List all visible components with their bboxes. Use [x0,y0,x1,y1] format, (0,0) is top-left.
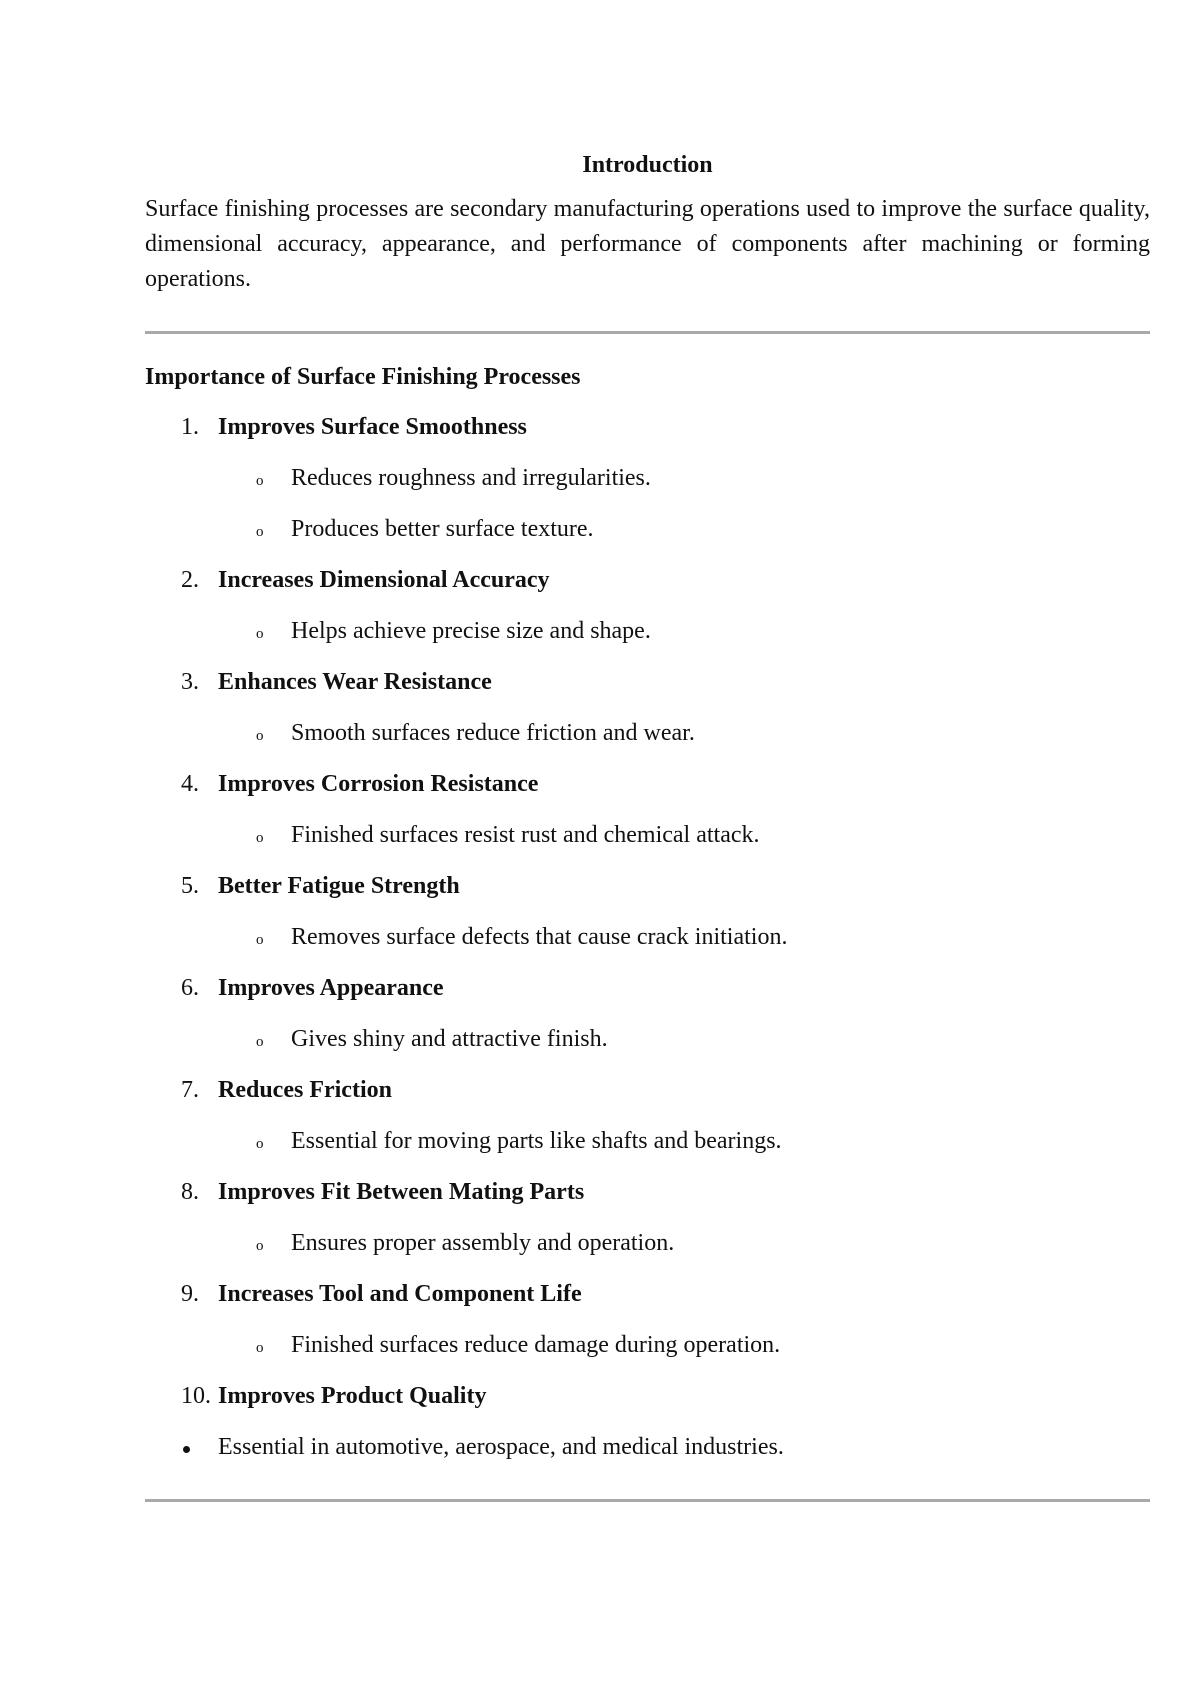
item-number: 4. [181,771,199,797]
sub-bullet-marker: o [256,1136,264,1152]
intro-paragraph: Surface finishing processes are secondary manufacturing operations used to improve the surface quality, dimensional accuracy, appearance, and performance of components after machining or forming operations. [145,196,1150,292]
sub-bullet-marker: o [256,626,264,642]
item-title: Increases Tool and Component Life [218,1281,582,1307]
sub-bullet-marker: o [256,473,264,489]
list-item [145,963,1150,1065]
item-number: 9. [181,1281,199,1307]
sub-bullet-marker: o [256,524,264,540]
list-item [145,1371,1150,1422]
item-title: Improves Corrosion Resistance [218,771,539,797]
sub-item-text: Finished surfaces resist rust and chemical attack. [291,822,760,848]
item-title: Reduces Friction [218,1077,392,1103]
sub-item-text: Finished surfaces reduce damage during operation. [291,1332,781,1358]
item-number: 1. [181,414,199,440]
item-title: Better Fatigue Strength [218,873,460,899]
sub-item-text: Reduces roughness and irregularities. [291,465,651,491]
list-item [145,1065,1150,1167]
item-title: Improves Surface Smoothness [218,414,527,440]
item-number: 6. [181,975,199,1001]
list-item [145,1167,1150,1269]
sub-item [145,1116,1150,1167]
sub-item-text: Removes surface defects that cause crack initiation. [291,924,788,950]
item-title: Increases Dimensional Accuracy [218,567,550,593]
sub-item [145,1218,1150,1269]
sub-item [145,1014,1150,1065]
sub-item [145,912,1150,963]
final-bullet-text: Essential in automotive, aerospace, and medical industries. [218,1434,784,1460]
sub-item [145,504,1150,555]
bullet-dot-icon [183,1446,190,1453]
item-title: Enhances Wear Resistance [218,669,492,695]
sub-item [145,453,1150,504]
page-title: Introduction [582,152,713,178]
sub-item-text: Helps achieve precise size and shape. [291,618,651,644]
document-page [145,140,1150,1502]
section-divider [145,331,1150,334]
list-item [145,861,1150,963]
item-number: 8. [181,1179,199,1205]
item-number: 2. [181,567,199,593]
item-title: Improves Product Quality [218,1383,487,1409]
sub-item-text: Ensures proper assembly and operation. [291,1230,675,1256]
sub-item-text: Smooth surfaces reduce friction and wear. [291,720,695,746]
sub-item [145,708,1150,759]
sub-bullet-marker: o [256,1034,264,1050]
list-item [145,657,1150,759]
list-item [145,555,1150,657]
sub-item-text: Produces better surface texture. [291,516,594,542]
importance-list [145,402,1150,1422]
sub-bullet-marker: o [256,1340,264,1356]
sub-item-text: Gives shiny and attractive finish. [291,1026,608,1052]
sub-item [145,606,1150,657]
item-title: Improves Appearance [218,975,444,1001]
section-heading: Importance of Surface Finishing Processes [145,364,581,390]
sub-bullet-marker: o [256,1238,264,1254]
list-item [145,402,1150,555]
item-number: 10. [181,1383,211,1409]
item-number: 5. [181,873,199,899]
item-title: Improves Fit Between Mating Parts [218,1179,585,1205]
sub-bullet-marker: o [256,932,264,948]
list-item [145,1269,1150,1371]
item-number: 7. [181,1077,199,1103]
sub-item [145,1320,1150,1371]
list-item [145,759,1150,861]
sub-item-text: Essential for moving parts like shafts and bearings. [291,1128,782,1154]
sub-bullet-marker: o [256,830,264,846]
final-bullet-item [145,1422,1150,1473]
sub-bullet-marker: o [256,728,264,744]
sub-item [145,810,1150,861]
section-divider [145,1499,1150,1502]
item-number: 3. [181,669,199,695]
